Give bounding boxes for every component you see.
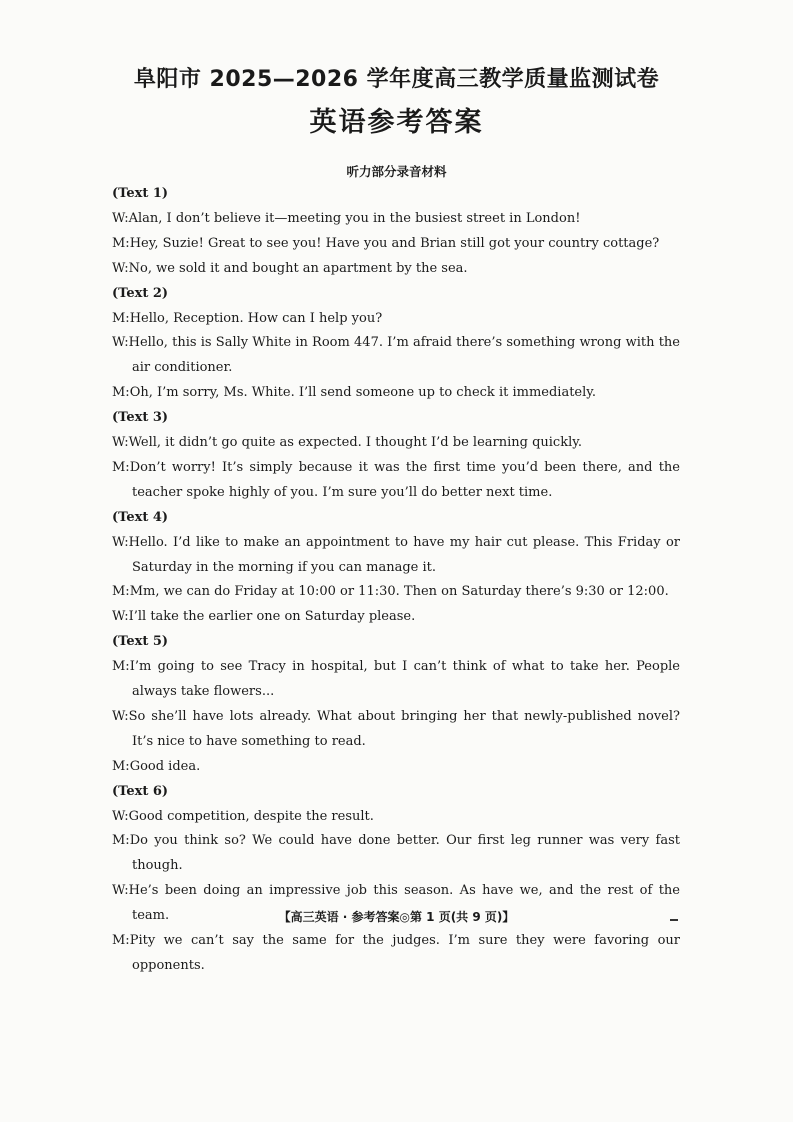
text-heading: (Text 3) <box>112 410 169 426</box>
answer-key-title: 英语参考答案 <box>309 107 484 138</box>
dialogue-line: W:Good competition, despite the result. <box>112 808 374 824</box>
section-title: 听力部分录音材料 <box>346 164 447 179</box>
dialogue-line: W:He’s been doing an impressive job this season. As have we, and the rest of the team. <box>112 883 680 924</box>
dialogue-line: W:Hello, this is Sally White in Room 447. I’m afraid there’s something wrong with the air conditioner. <box>112 335 680 376</box>
dialogue-line: M:Do you think so? We could have done better. Our first leg runner was very fast though. <box>112 833 680 874</box>
dialogue-line: W:Hello. I’d like to make an appointment to have my hair cut please. This Friday or Saturday in the morning if you can manage it. <box>112 534 680 575</box>
text-heading: (Text 2) <box>112 285 169 301</box>
dialogue-line: W:So she’ll have lots already. What about bringing her that newly-published novel? It’s nice to have something to read. <box>112 708 680 749</box>
page-footer: 【高三英语 · 参考答案◎第 1 页(共 9 页)】 <box>278 910 515 924</box>
dialogue-line: M:Oh, I’m sorry, Ms. White. I’ll send someone up to check it immediately. <box>112 385 597 401</box>
transcript-body <box>112 182 680 979</box>
dialogue-line: M:Good idea. <box>112 758 201 774</box>
dialogue-line: W:No, we sold it and bought an apartment by the sea. <box>112 260 468 276</box>
dialogue-line: M:Hey, Suzie! Great to see you! Have you and Brian still got your country cottage? <box>112 235 660 251</box>
text-heading: (Text 1) <box>112 186 169 201</box>
dialogue-line: W:I’ll take the earlier one on Saturday please. <box>112 609 416 625</box>
text-heading: (Text 4) <box>112 509 169 525</box>
dialogue-line: W:Alan, I don’t believe it—meeting you in the busiest street in London! <box>112 210 581 226</box>
dialogue-line: W:Well, it didn’t go quite as expected. I thought I’d be learning quickly. <box>112 435 582 451</box>
dialogue-line: M:Pity we can’t say the same for the judges. I’m sure they were favoring our opponents. <box>112 933 680 973</box>
corner-mark <box>670 919 678 921</box>
dialogue-line: M:Don’t worry! It’s simply because it was the first time you’d been there, and the teacher spoke highly of you. I’m sure you’ll do better next time. <box>112 459 680 500</box>
dialogue-line: M:Mm, we can do Friday at 10:00 or 11:30. Then on Saturday there’s 9:30 or 12:00. <box>112 584 669 600</box>
exam-title: 阜阳市 2025—2026 学年度高三教学质量监测试卷 <box>133 67 660 92</box>
text-heading: (Text 6) <box>112 783 169 799</box>
dialogue-line: M:I’m going to see Tracy in hospital, but I can’t think of what to take her. People always take flowers... <box>112 659 680 700</box>
dialogue-line: M:Hello, Reception. How can I help you? <box>112 310 383 326</box>
text-heading: (Text 5) <box>112 634 169 650</box>
